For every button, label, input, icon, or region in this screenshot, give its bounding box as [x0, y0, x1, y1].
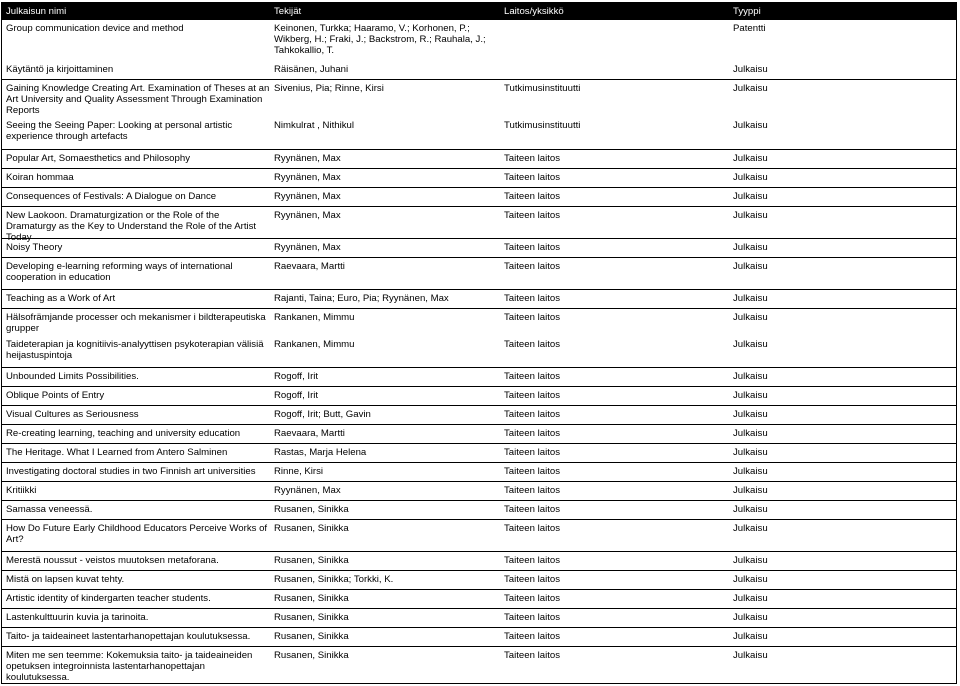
- cell-type: Julkaisu: [733, 409, 768, 420]
- cell-type: Julkaisu: [733, 120, 768, 131]
- table-row: [2, 290, 956, 309]
- table-row: [2, 552, 956, 571]
- cell-type: Patentti: [733, 23, 766, 34]
- table-row: [2, 117, 956, 150]
- table-header: [2, 3, 956, 20]
- cell-unit: Taiteen laitos: [504, 523, 560, 534]
- cell-name: Artistic identity of kindergarten teacher students.: [6, 593, 211, 604]
- cell-name: Unbounded Limits Possibilities.: [6, 371, 139, 382]
- cell-type: Julkaisu: [733, 242, 768, 253]
- cell-unit: Taiteen laitos: [504, 574, 560, 585]
- cell-type: Julkaisu: [733, 650, 768, 661]
- cell-name: Merestä noussut - veistos muutoksen metaforana.: [6, 555, 219, 566]
- cell-name: Taideterapian ja kognitiivis-analyyttisen psykoterapian välisiä heijastuspintoja: [6, 339, 264, 361]
- table-row: [2, 239, 956, 258]
- cell-type: Julkaisu: [733, 64, 768, 75]
- cell-type: Julkaisu: [733, 631, 768, 642]
- cell-authors: Nimkulrat , Nithikul: [274, 120, 354, 131]
- cell-unit: Taiteen laitos: [504, 312, 560, 323]
- cell-authors: Rusanen, Sinikka: [274, 612, 349, 623]
- cell-name: Hälsofrämjande processer och mekanismer i bildterapeutiska grupper: [6, 312, 266, 334]
- cell-name: Gaining Knowledge Creating Art. Examination of Theses at an Art University and Quality Assessment Through Examination Reports: [6, 83, 270, 116]
- cell-unit: Taiteen laitos: [504, 339, 560, 350]
- cell-name: Seeing the Seeing Paper: Looking at personal artistic experience through artefacts: [6, 120, 233, 142]
- cell-type: Julkaisu: [733, 293, 768, 304]
- cell-type: Julkaisu: [733, 447, 768, 458]
- publication-table: [1, 2, 957, 684]
- cell-name: Miten me sen teemme: Kokemuksia taito- ja taideaineiden opetuksen integroinnista lastentarhanopettajan koulutuksessa.: [6, 650, 253, 683]
- table-row: [2, 406, 956, 425]
- cell-authors: Rogoff, Irit; Butt, Gavin: [274, 409, 371, 420]
- cell-authors: Ryynänen, Max: [274, 242, 341, 253]
- cell-authors: Rankanen, Mimmu: [274, 312, 355, 323]
- table-row: [2, 482, 956, 501]
- cell-authors: Keinonen, Turkka; Haaramo, V.; Korhonen, P.; Wikberg, H.; Fraki, J.; Backstrom, R.; Rauhala, J.; Tahkokallio, T.: [274, 23, 486, 56]
- cell-unit: Taiteen laitos: [504, 153, 560, 164]
- cell-unit: Taiteen laitos: [504, 612, 560, 623]
- table-row: [2, 609, 956, 628]
- cell-unit: Tutkimusinstituutti: [504, 83, 581, 94]
- table-row: [2, 647, 956, 682]
- cell-type: Julkaisu: [733, 83, 768, 94]
- cell-unit: Taiteen laitos: [504, 210, 560, 221]
- cell-unit: Taiteen laitos: [504, 191, 560, 202]
- cell-type: Julkaisu: [733, 593, 768, 604]
- cell-name: Koiran hommaa: [6, 172, 74, 183]
- cell-unit: Taiteen laitos: [504, 261, 560, 272]
- table-row: [2, 571, 956, 590]
- cell-name: Noisy Theory: [6, 242, 63, 253]
- table-row: [2, 463, 956, 482]
- cell-type: Julkaisu: [733, 485, 768, 496]
- cell-unit: Taiteen laitos: [504, 409, 560, 420]
- cell-type: Julkaisu: [733, 261, 768, 272]
- cell-type: Julkaisu: [733, 210, 768, 221]
- cell-name: Mistä on lapsen kuvat tehty.: [6, 574, 125, 585]
- cell-name: Investigating doctoral studies in two Finnish art universities: [6, 466, 256, 477]
- cell-authors: Rajanti, Taina; Euro, Pia; Ryynänen, Max: [274, 293, 449, 304]
- table-row: [2, 20, 956, 61]
- cell-name: Visual Cultures as Seriousness: [6, 409, 139, 420]
- cell-unit: Taiteen laitos: [504, 593, 560, 604]
- cell-type: Julkaisu: [733, 153, 768, 164]
- table-row: [2, 520, 956, 552]
- cell-authors: Rusanen, Sinikka: [274, 631, 349, 642]
- cell-unit: Taiteen laitos: [504, 371, 560, 382]
- cell-name: Taito- ja taideaineet lastentarhanopettajan koulutuksessa.: [6, 631, 251, 642]
- cell-type: Julkaisu: [733, 312, 768, 323]
- table-row: [2, 444, 956, 463]
- cell-authors: Rastas, Marja Helena: [274, 447, 367, 458]
- cell-type: Julkaisu: [733, 172, 768, 183]
- cell-authors: Ryynänen, Max: [274, 153, 341, 164]
- cell-authors: Raevaara, Martti: [274, 428, 345, 439]
- table-row: [2, 80, 956, 117]
- cell-name: Popular Art, Somaesthetics and Philosophy: [6, 153, 190, 164]
- cell-type: Julkaisu: [733, 191, 768, 202]
- header-type: Tyyppi: [733, 6, 761, 17]
- cell-authors: Ryynänen, Max: [274, 485, 341, 496]
- cell-name: How Do Future Early Childhood Educators Perceive Works of Art?: [6, 523, 268, 545]
- cell-authors: Räisänen, Juhani: [274, 64, 349, 75]
- header-name: Julkaisun nimi: [6, 6, 67, 17]
- cell-unit: Taiteen laitos: [504, 504, 560, 515]
- cell-name: Samassa veneessä.: [6, 504, 93, 515]
- table-row: [2, 188, 956, 207]
- cell-authors: Rusanen, Sinikka: [274, 593, 349, 604]
- table-row: [2, 628, 956, 647]
- table-row: [2, 207, 956, 243]
- table-row: [2, 309, 956, 336]
- cell-unit: Taiteen laitos: [504, 485, 560, 496]
- table-row: [2, 61, 956, 80]
- cell-name: Käytäntö ja kirjoittaminen: [6, 64, 114, 75]
- cell-authors: Ryynänen, Max: [274, 210, 341, 221]
- cell-unit: Taiteen laitos: [504, 631, 560, 642]
- cell-authors: Sivenius, Pia; Rinne, Kirsi: [274, 83, 384, 94]
- cell-unit: Taiteen laitos: [504, 466, 560, 477]
- header-unit: Laitos/yksikkö: [504, 6, 564, 17]
- cell-authors: Raevaara, Martti: [274, 261, 345, 272]
- table-row: [2, 336, 956, 368]
- cell-type: Julkaisu: [733, 523, 768, 534]
- cell-type: Julkaisu: [733, 555, 768, 566]
- cell-name: Teaching as a Work of Art: [6, 293, 116, 304]
- cell-unit: Taiteen laitos: [504, 390, 560, 401]
- cell-type: Julkaisu: [733, 390, 768, 401]
- cell-authors: Rinne, Kirsi: [274, 466, 324, 477]
- cell-authors: Rusanen, Sinikka; Torkki, K.: [274, 574, 394, 585]
- cell-authors: Ryynänen, Max: [274, 191, 341, 202]
- cell-type: Julkaisu: [733, 339, 768, 350]
- table-row: [2, 501, 956, 520]
- cell-type: Julkaisu: [733, 466, 768, 477]
- table-row: [2, 387, 956, 406]
- cell-name: Lastenkulttuurin kuvia ja tarinoita.: [6, 612, 149, 623]
- cell-unit: Taiteen laitos: [504, 428, 560, 439]
- cell-type: Julkaisu: [733, 574, 768, 585]
- header-authors: Tekijät: [274, 6, 302, 17]
- cell-name: Consequences of Festivals: A Dialogue on Dance: [6, 191, 217, 202]
- cell-unit: Taiteen laitos: [504, 242, 560, 253]
- cell-unit: Taiteen laitos: [504, 555, 560, 566]
- cell-unit: Taiteen laitos: [504, 293, 560, 304]
- table-row: [2, 258, 956, 290]
- cell-name: New Laokoon. Dramaturgization or the Role of the Dramaturgy as the Key to Understand the Role of the Artist Today: [6, 210, 257, 243]
- table-row: [2, 169, 956, 188]
- cell-name: Developing e-learning reforming ways of international cooperation in education: [6, 261, 233, 283]
- table-row: [2, 425, 956, 444]
- cell-name: The Heritage. What I Learned from Antero Salminen: [6, 447, 228, 458]
- cell-authors: Ryynänen, Max: [274, 172, 341, 183]
- table-row: [2, 150, 956, 169]
- cell-authors: Rogoff, Irit: [274, 371, 319, 382]
- cell-authors: Rogoff, Irit: [274, 390, 319, 401]
- cell-name: Oblique Points of Entry: [6, 390, 105, 401]
- cell-authors: Rusanen, Sinikka: [274, 650, 349, 661]
- cell-unit: Taiteen laitos: [504, 447, 560, 458]
- table-body: [2, 20, 956, 682]
- table-row: [2, 368, 956, 387]
- cell-type: Julkaisu: [733, 612, 768, 623]
- cell-type: Julkaisu: [733, 428, 768, 439]
- table-row: [2, 590, 956, 609]
- cell-unit: Tutkimusinstituutti: [504, 120, 581, 131]
- cell-authors: Rankanen, Mimmu: [274, 339, 355, 350]
- cell-type: Julkaisu: [733, 371, 768, 382]
- cell-authors: Rusanen, Sinikka: [274, 504, 349, 515]
- cell-authors: Rusanen, Sinikka: [274, 523, 349, 534]
- cell-name: Re-creating learning, teaching and university education: [6, 428, 241, 439]
- cell-type: Julkaisu: [733, 504, 768, 515]
- cell-authors: Rusanen, Sinikka: [274, 555, 349, 566]
- cell-name: Group communication device and method: [6, 23, 184, 34]
- cell-unit: Taiteen laitos: [504, 172, 560, 183]
- cell-name: Kritiikki: [6, 485, 37, 496]
- cell-unit: Taiteen laitos: [504, 650, 560, 661]
